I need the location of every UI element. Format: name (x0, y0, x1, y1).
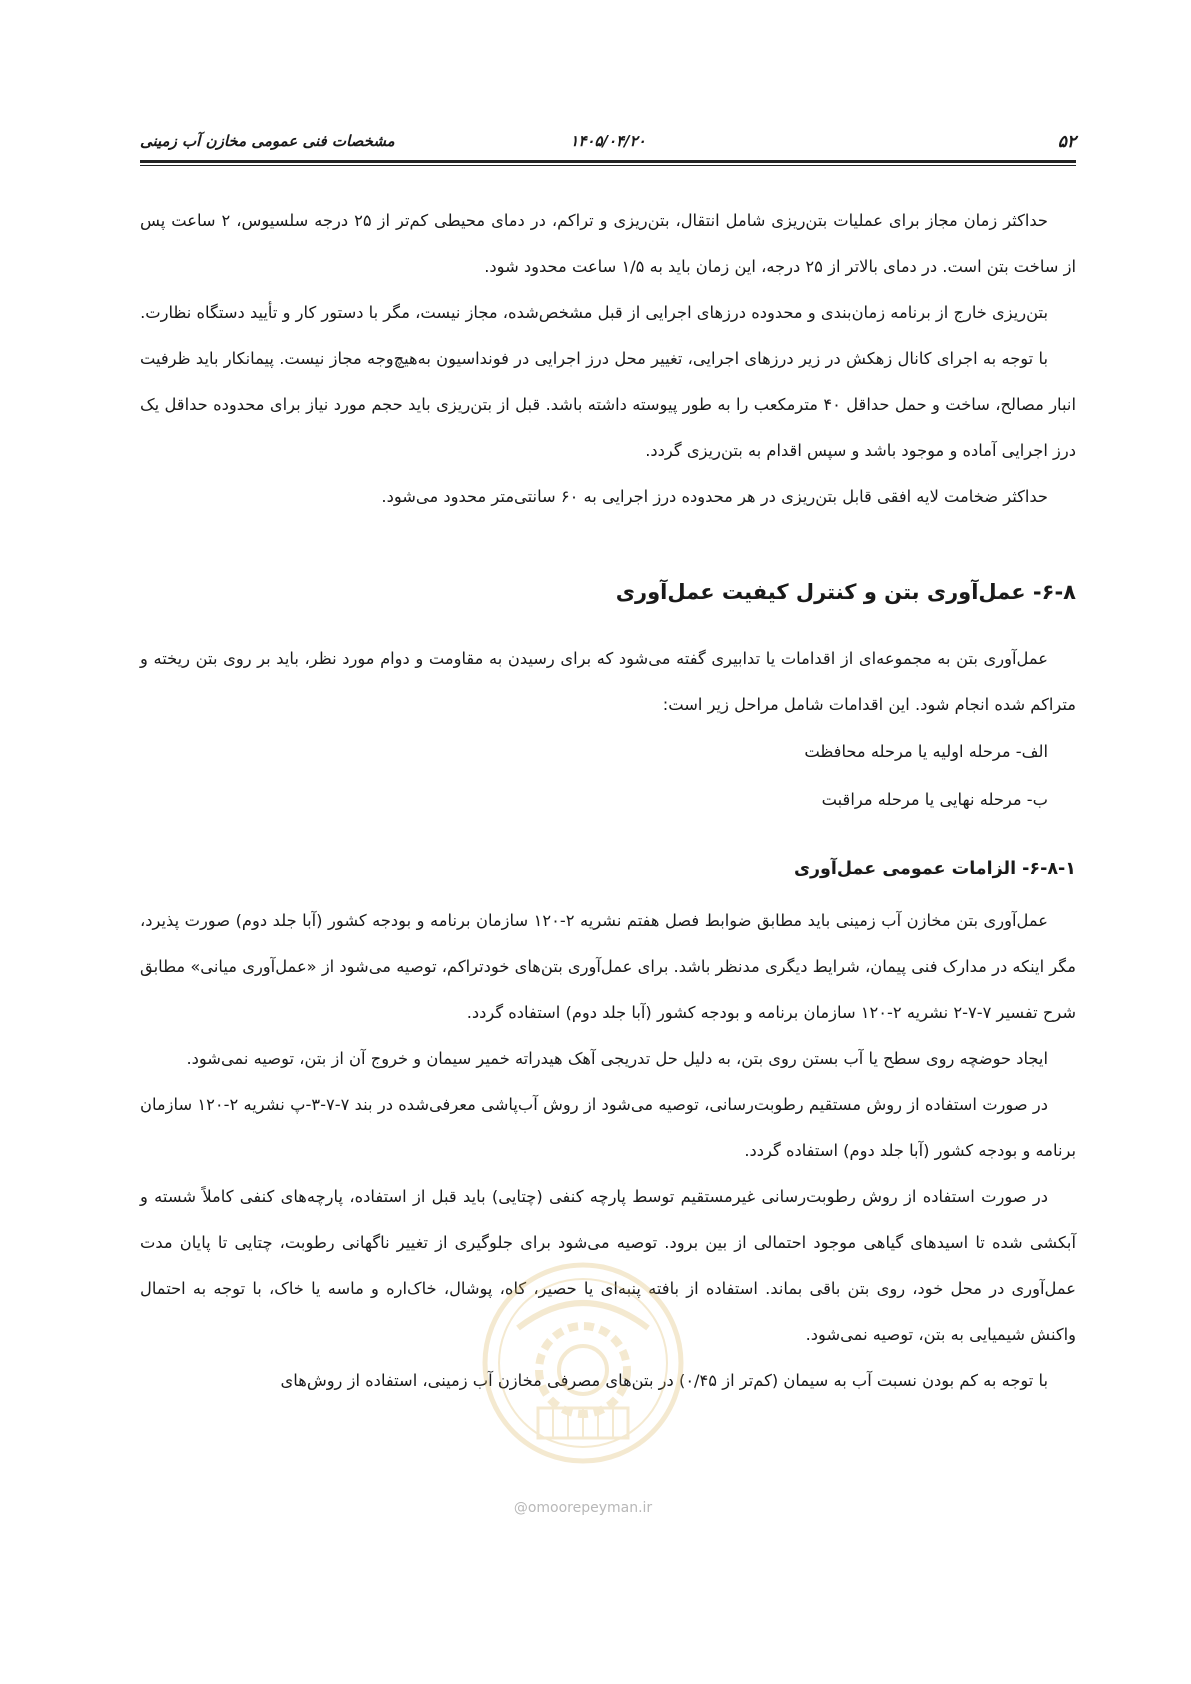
body-paragraph: در صورت استفاده از روش مستقیم رطوبت‌رسانی، توصیه می‌شود از روش آب‌پاشی معرفی‌شده در بند ۷-۷-۳-پ نشریه ۲-۱۲۰ سازمان برنامه و بودجه کشور (آبا جلد دوم) استفاده گردد. (140, 1095, 1076, 1160)
header-rule-thin (140, 165, 1076, 166)
stage-list-item: ب- مرحله نهایی یا مرحله مراقبت (821, 790, 1048, 809)
watermark-url: @omoorepeyman.ir (513, 1500, 653, 1516)
page-body (140, 198, 1076, 1404)
page-header (140, 128, 1076, 160)
body-paragraph: حداکثر ضخامت لایه افقی قابل بتن‌ریزی در هر محدوده درز اجرایی به ۶۰ سانتی‌متر محدود می‌شود. (381, 487, 1048, 506)
body-paragraph: عمل‌آوری بتن مخازن آب زمینی باید مطابق ضوابط فصل هفتم نشریه ۲-۱۲۰ سازمان برنامه و بودجه کشور (آبا جلد دوم) صورت پذیرد، مگر اینکه در مدارک فنی پیمان، شرایط دیگری مدنظر باشد. برای عمل‌آوری بتن‌های خودتراکم، توصیه می‌شود از «عمل‌آوری میانی» مطابق شرح تفسیر ۷-۷-۲ نشریه ۲-۱۲۰ سازمان برنامه و بودجه کشور (آبا جلد دوم) استفاده گردد. (140, 911, 1076, 1022)
header-rule-thick (140, 160, 1076, 163)
body-paragraph: بتن‌ریزی خارج از برنامه زمان‌بندی و محدوده درزهای اجرایی از قبل مشخص‌شده، مجاز نیست، مگر با دستور کار و تأیید دستگاه نظارت. (140, 303, 1048, 322)
section-heading: ۶-۸- عمل‌آوری بتن و کنترل کیفیت عمل‌آوری (615, 580, 1076, 604)
section-intro-paragraph: عمل‌آوری بتن به مجموعه‌ای از اقدامات یا تدابیری گفته می‌شود که برای رسیدن به مقاومت و دوام مورد نظر، باید بر روی بتن ریخته و متراکم شده انجام شود. این اقدامات شامل مراحل زیر است: (140, 649, 1076, 714)
body-paragraph: ایجاد حوضچه روی سطح یا آب بستن روی بتن، به دلیل حل تدریجی آهک هیدراته خمیر سیمان و خروج آن از بتن، توصیه نمی‌شود. (186, 1049, 1048, 1068)
body-paragraph: با توجه به کم بودن نسبت آب به سیمان (کم‌تر از ۰/۴۵) در بتن‌های مصرفی مخازن آب زمینی، استفاده از روش‌های (280, 1371, 1048, 1390)
body-paragraph: در صورت استفاده از روش رطوبت‌رسانی غیرمستقیم توسط پارچه کنفی (چتایی) باید قبل از استفاده، پارچه‌های کنفی کاملاً شسته و آبکشی شده تا اسیدهای گیاهی موجود احتمالی از بین برود. توصیه می‌شود برای جلوگیری از تغییر ناگهانی رطوبت، چتایی تا پایان مدت عمل‌آوری در محل خود، روی بتن باقی بماند. استفاده از بافته پنبه‌ای یا حصیر، کاه، پوشال، خاک‌اره و ماسه یا خاک، با توجه به احتمال واکنش شیمیایی به بتن، توصیه نمی‌شود. (140, 1187, 1076, 1344)
body-paragraph: حداکثر زمان مجاز برای عملیات بتن‌ریزی شامل انتقال، بتن‌ریزی و تراکم، در دمای محیطی کم‌تر از ۲۵ درجه سلسیوس، ۲ ساعت پس از ساخت بتن است. در دمای بالاتر از ۲۵ درجه، این زمان باید به ۱/۵ ساعت محدود شود. (140, 211, 1076, 276)
body-paragraph: با توجه به اجرای کانال زهکش در زیر درزهای اجرایی، تغییر محل درز اجرایی در فونداسیون به‌هیچ‌وجه مجاز نیست. پیمانکار باید ظرفیت انبار مصالح، ساخت و حمل حداقل ۴۰ مترمکعب را به طور پیوسته داشته باشد. قبل از بتن‌ریزی باید حجم مورد نیاز برای محدوده حداقل یک درز اجرایی آماده و موجود باشد و سپس اقدام به بتن‌ریزی گردد. (140, 349, 1076, 460)
subsection-heading: ۶-۸-۱- الزامات عمومی عمل‌آوری (793, 859, 1076, 879)
page-number: ۵۲ (1057, 132, 1076, 152)
header-date: ۱۴۰۵/۰۴/۲۰ (570, 132, 646, 150)
watermark-seal-logo (478, 1258, 688, 1468)
header-title: مشخصات فنی عمومی مخازن آب زمینی (140, 132, 395, 150)
stage-list-item: الف- مرحله اولیه یا مرحله محافظت (804, 742, 1048, 761)
